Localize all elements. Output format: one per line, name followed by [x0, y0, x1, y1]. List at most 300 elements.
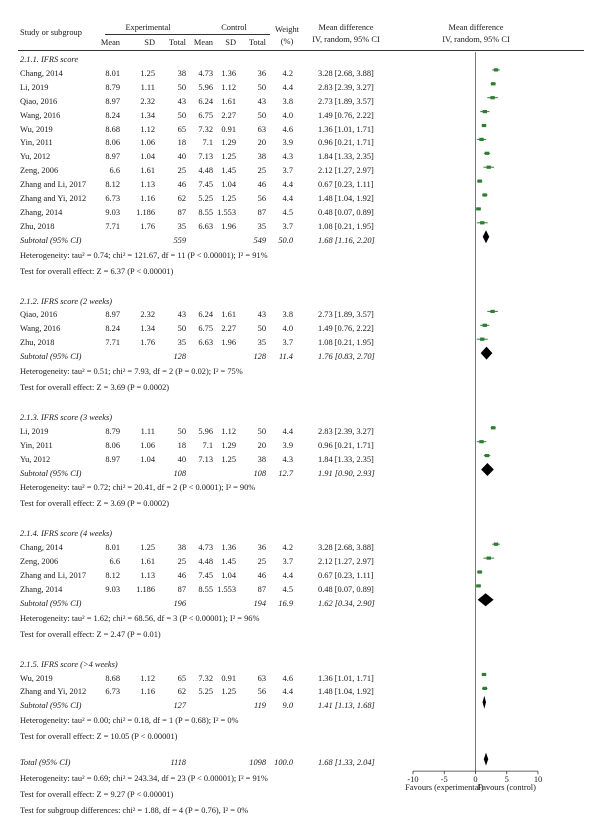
study-c-mean: 7.13 [198, 152, 213, 162]
study-md: 0.48 [0.07, 0.89] [318, 584, 374, 594]
study-c-sd: 1.04 [221, 180, 236, 190]
study-e-mean: 8.68 [105, 673, 120, 683]
study-e-total: 35 [177, 221, 186, 231]
total-label: Total (95% CI) [20, 758, 71, 768]
study-e-mean: 9.03 [105, 207, 120, 217]
study-md: 2.83 [2.39, 3.27] [318, 82, 374, 92]
study-e-total: 46 [177, 571, 186, 580]
study-c-sd: 1.25 [221, 454, 236, 464]
subtotal-md: 1.76 [0.83, 2.70] [318, 352, 375, 362]
study-e-sd: 1.16 [140, 194, 155, 203]
header-c-total: Total [248, 38, 266, 47]
study-name: Zhang and Yi, 2012 [20, 194, 87, 203]
study-e-sd: 1.06 [140, 138, 155, 148]
study-e-mean: 8.97 [105, 152, 120, 162]
study-md: 2.83 [2.39, 3.27] [318, 426, 374, 436]
study-e-total: 25 [177, 166, 186, 176]
study-e-total: 50 [177, 426, 186, 436]
study-weight: 3.7 [282, 221, 293, 231]
favours-left-label: Favours (experimental) [405, 783, 484, 793]
study-name: Zhang and Yi, 2012 [20, 687, 87, 697]
study-c-total: 50 [257, 426, 266, 436]
study-name: Zhang, 2014 [20, 584, 63, 594]
study-weight: 3.9 [282, 138, 293, 148]
study-e-total: 62 [177, 687, 186, 697]
study-c-sd: 2.27 [221, 324, 236, 334]
study-3-0-point [494, 543, 498, 546]
study-0-2-point [490, 96, 494, 99]
study-c-total: 35 [257, 221, 266, 231]
study-md: 1.08 [0.21, 1.95] [318, 338, 374, 348]
study-e-mean: 6.6 [109, 557, 120, 567]
study-e-sd: 2.32 [140, 310, 155, 320]
study-c-mean: 7.1 [202, 440, 213, 450]
study-name: Wu, 2019 [20, 673, 53, 683]
study-e-total: 50 [177, 82, 186, 92]
study-c-total: 63 [257, 673, 266, 683]
study-name: Chang, 2014 [20, 543, 63, 553]
study-c-total: 63 [257, 124, 266, 134]
study-e-sd: 1.04 [140, 152, 155, 162]
study-md: 2.12 [1.27, 2.97] [318, 557, 374, 567]
subtotal-weight: 50.0 [278, 235, 293, 245]
study-c-mean: 7.32 [198, 673, 213, 683]
study-c-sd: 2.27 [221, 110, 236, 120]
study-e-sd: 1.12 [140, 673, 155, 683]
study-c-sd: 1.29 [221, 440, 236, 450]
study-e-mean: 6.6 [109, 166, 120, 176]
study-weight: 3.7 [282, 338, 293, 348]
overall-effect-text: Test for overall effect: Z = 2.47 (P = 0.01) [20, 629, 161, 639]
study-c-sd: 1.29 [221, 138, 236, 148]
study-c-total: 50 [257, 82, 266, 92]
study-0-8-point [477, 180, 481, 183]
subtotal-label: Subtotal (95% CI) [20, 352, 82, 362]
study-name: Zhu, 2018 [20, 221, 55, 231]
subtotal-label: Subtotal (95% CI) [20, 235, 82, 245]
header-rule-control [190, 34, 270, 35]
overall-effect-text: Test for overall effect: Z = 10.05 (P < 0.00001) [20, 732, 178, 742]
study-md: 1.36 [1.01, 1.71] [318, 673, 374, 683]
study-e-total: 43 [177, 96, 186, 106]
subtotal-c-total: 549 [253, 235, 266, 245]
study-c-mean: 4.48 [198, 166, 213, 176]
heterogeneity-text: Heterogeneity: tau² = 0.72; chi² = 20.41, df = 2 (P < 0.0001); I² = 90% [20, 483, 256, 493]
study-e-mean: 8.12 [105, 571, 120, 580]
subtotal-label: Subtotal (95% CI) [20, 701, 82, 711]
study-e-sd: 1.186 [136, 584, 155, 594]
study-3-1-point [487, 557, 491, 560]
study-md: 1.84 [1.33, 2.35] [318, 454, 374, 464]
study-1-2-point [480, 338, 484, 341]
study-c-total: 20 [257, 138, 266, 148]
study-e-sd: 1.13 [140, 571, 155, 580]
subtotal-weight: 12.7 [278, 468, 293, 478]
study-e-sd: 1.186 [136, 207, 155, 217]
subgroup-title: 2.1.4. IFRS score (4 weeks) [20, 529, 113, 539]
study-0-6-point [485, 152, 489, 155]
study-weight: 3.7 [282, 166, 293, 176]
study-e-sd: 1.11 [140, 82, 155, 92]
subtotal-2-diamond [481, 463, 494, 476]
study-0-5-point [479, 138, 483, 141]
study-c-sd: 1.25 [221, 194, 236, 203]
study-c-total: 36 [257, 543, 266, 553]
study-md: 1.49 [0.76, 2.22] [318, 110, 374, 120]
subgroup-title: 2.1.1. IFRS score [20, 55, 79, 64]
study-c-sd: 1.25 [221, 687, 236, 697]
study-1-0-point [490, 310, 494, 313]
study-e-mean: 8.97 [105, 310, 120, 320]
subtotal-c-total: 108 [253, 468, 266, 478]
subtotal-c-total: 128 [253, 352, 266, 362]
study-weight: 3.8 [282, 96, 293, 106]
study-md: 3.28 [2.68, 3.88] [318, 543, 374, 553]
study-md: 1.48 [1.04, 1.92] [318, 687, 374, 697]
study-e-sd: 1.34 [140, 324, 155, 334]
study-name: Zhang, 2014 [20, 207, 63, 217]
study-e-mean: 8.01 [105, 543, 120, 553]
study-weight: 3.9 [282, 440, 293, 450]
subtotal-e-total: 559 [173, 235, 186, 245]
study-c-sd: 1.12 [221, 82, 236, 92]
study-md: 2.73 [1.89, 3.57] [318, 96, 374, 106]
study-c-sd: 1.45 [221, 166, 236, 176]
study-weight: 4.4 [282, 194, 293, 203]
subtotal-0-diamond [483, 230, 490, 243]
study-c-total: 25 [257, 166, 266, 176]
study-md: 1.36 [1.01, 1.71] [318, 124, 374, 134]
study-name: Wang, 2016 [20, 324, 61, 334]
subtotal-md: 1.62 [0.34, 2.90] [318, 598, 375, 608]
study-c-total: 36 [257, 68, 266, 78]
subtotal-label: Subtotal (95% CI) [20, 598, 82, 608]
study-c-mean: 7.32 [198, 124, 213, 134]
study-e-mean: 8.79 [105, 426, 120, 436]
study-e-total: 46 [177, 180, 186, 190]
header-rule [18, 50, 584, 51]
study-c-mean: 8.55 [198, 207, 213, 217]
header-weight: Weight [275, 25, 299, 34]
study-md: 1.84 [1.33, 2.35] [318, 152, 374, 162]
study-0-10-point [476, 207, 480, 210]
study-0-7-point [487, 166, 491, 169]
study-weight: 4.2 [282, 68, 293, 78]
study-c-total: 35 [257, 338, 266, 348]
study-e-mean: 6.73 [105, 687, 120, 697]
heterogeneity-text: Heterogeneity: tau² = 0.00; chi² = 0.18, df = 1 (P = 0.68); I² = 0% [20, 716, 239, 726]
x-tick-label: -10 [407, 775, 419, 785]
study-c-mean: 6.63 [198, 221, 213, 231]
study-c-mean: 7.1 [202, 138, 213, 148]
favours-right-label: Favours (control) [477, 783, 536, 793]
study-e-total: 43 [177, 310, 186, 320]
study-weight: 4.5 [282, 207, 293, 217]
study-e-total: 62 [177, 194, 186, 203]
study-name: Yu, 2012 [20, 454, 51, 464]
study-c-total: 46 [257, 571, 266, 580]
study-c-sd: 1.553 [217, 207, 236, 217]
total-md: 1.68 [1.33, 2.04] [318, 758, 375, 768]
study-c-sd: 1.96 [221, 338, 236, 348]
subtotal-md: 1.41 [1.13, 1.68] [318, 701, 375, 711]
overall-effect-text: Test for overall effect: Z = 3.69 (P = 0.0002) [20, 382, 170, 392]
heterogeneity-text: Heterogeneity: tau² = 1.62; chi² = 68.56, df = 3 (P < 0.00001); I² = 96% [20, 613, 260, 623]
subtotal-4-diamond [483, 696, 486, 709]
study-md: 2.73 [1.89, 3.57] [318, 310, 374, 320]
study-c-mean: 5.25 [198, 194, 213, 203]
study-e-sd: 1.13 [140, 180, 155, 190]
subtotal-weight: 9.0 [282, 701, 293, 711]
study-name: Zhang and Li, 2017 [20, 571, 87, 580]
total-c-total: 1098 [249, 758, 266, 768]
study-e-total: 38 [177, 68, 186, 78]
study-2-2-point [485, 454, 489, 457]
subtotal-md: 1.91 [0.90, 2.93] [318, 468, 375, 478]
subtotal-e-total: 128 [173, 352, 186, 362]
subtotal-e-total: 127 [173, 701, 186, 711]
study-0-9-point [483, 193, 487, 196]
header-md-method: IV, random, 95% CI [312, 35, 380, 44]
study-c-mean: 7.45 [198, 571, 213, 580]
study-weight: 4.4 [282, 687, 293, 697]
study-e-sd: 1.76 [140, 338, 155, 348]
study-weight: 4.0 [282, 110, 293, 120]
total-e-total: 1118 [170, 758, 186, 768]
study-c-sd: 1.04 [221, 571, 236, 580]
study-e-sd: 1.12 [140, 124, 155, 134]
study-c-sd: 1.553 [217, 584, 236, 594]
study-e-total: 25 [177, 557, 186, 567]
study-c-total: 50 [257, 110, 266, 120]
study-c-total: 43 [257, 96, 266, 106]
study-name: Wu, 2019 [20, 124, 53, 134]
study-e-sd: 2.32 [140, 96, 155, 106]
study-name: Li, 2019 [20, 426, 49, 436]
total-overall-effect: Test for overall effect: Z = 9.27 (P < 0.00001) [20, 790, 174, 799]
study-weight: 4.4 [282, 82, 293, 92]
study-weight: 4.5 [282, 584, 293, 594]
overall-effect-text: Test for overall effect: Z = 3.69 (P = 0.0002) [20, 499, 170, 509]
study-c-sd: 1.61 [221, 310, 236, 320]
study-e-sd: 1.06 [140, 440, 155, 450]
study-c-sd: 1.45 [221, 557, 236, 567]
study-weight: 4.6 [282, 673, 293, 683]
header-c-mean: Mean [193, 38, 213, 47]
study-2-0-point [491, 426, 495, 429]
study-weight: 4.0 [282, 324, 293, 334]
study-4-0-point [482, 673, 486, 676]
study-md: 0.67 [0.23, 1.11] [318, 571, 374, 580]
study-name: Zeng, 2006 [20, 557, 59, 567]
study-e-total: 18 [177, 138, 186, 148]
study-c-mean: 4.73 [198, 543, 213, 553]
study-c-total: 25 [257, 557, 266, 567]
heterogeneity-text: Heterogeneity: tau² = 0.74; chi² = 121.67, df = 11 (P < 0.00001); I² = 91% [20, 250, 268, 260]
study-c-total: 56 [257, 687, 266, 697]
subtotal-3-diamond [478, 593, 494, 606]
subtotal-c-total: 119 [254, 701, 266, 711]
study-name: Zhang and Li, 2017 [20, 180, 87, 190]
study-3-3-point [476, 584, 480, 587]
study-c-mean: 6.24 [198, 96, 213, 106]
study-md: 1.08 [0.21, 1.95] [318, 221, 374, 231]
study-weight: 3.7 [282, 557, 293, 567]
study-e-mean: 8.79 [105, 82, 120, 92]
study-e-sd: 1.25 [140, 68, 155, 78]
study-md: 1.48 [1.04, 1.92] [318, 194, 374, 203]
study-md: 0.96 [0.21, 1.71] [318, 138, 374, 148]
study-e-mean: 7.71 [105, 221, 120, 231]
study-e-total: 40 [177, 454, 186, 464]
study-e-mean: 7.71 [105, 338, 120, 348]
study-md: 1.49 [0.76, 2.22] [318, 324, 374, 334]
study-e-total: 87 [177, 207, 186, 217]
study-weight: 4.3 [282, 152, 293, 162]
study-0-1-point [491, 82, 495, 85]
header-control: Control [221, 23, 247, 32]
study-weight: 4.6 [282, 124, 293, 134]
study-c-total: 38 [257, 152, 266, 162]
study-c-total: 43 [257, 310, 266, 320]
study-4-1-point [483, 687, 487, 690]
study-3-2-point [477, 570, 481, 573]
study-md: 3.28 [2.68, 3.88] [318, 68, 374, 78]
header-e-mean: Mean [100, 38, 120, 47]
study-e-sd: 1.61 [140, 557, 155, 567]
subtotal-label: Subtotal (95% CI) [20, 468, 82, 478]
study-e-sd: 1.76 [140, 221, 155, 231]
study-weight: 4.4 [282, 426, 293, 436]
study-e-total: 65 [177, 124, 186, 134]
study-e-sd: 1.25 [140, 543, 155, 553]
study-name: Li, 2019 [20, 82, 49, 92]
study-e-mean: 6.73 [105, 194, 120, 203]
study-c-mean: 5.25 [198, 687, 213, 697]
study-md: 0.48 [0.07, 0.89] [318, 207, 374, 217]
study-c-mean: 6.63 [198, 338, 213, 348]
study-name: Qiao, 2016 [20, 96, 58, 106]
x-tick-label: 0 [473, 775, 478, 785]
study-e-mean: 8.24 [105, 324, 120, 334]
study-e-total: 65 [177, 673, 186, 683]
subgroup-title: 2.1.2. IFRS score (2 weeks) [20, 296, 113, 306]
study-e-total: 35 [177, 338, 186, 348]
study-c-mean: 8.55 [198, 584, 213, 594]
study-c-total: 50 [257, 324, 266, 334]
study-weight: 4.3 [282, 454, 293, 464]
study-e-total: 50 [177, 324, 186, 334]
study-c-sd: 1.61 [221, 96, 236, 106]
header-experimental: Experimental [125, 23, 171, 32]
study-0-3-point [483, 110, 487, 113]
study-c-mean: 4.48 [198, 557, 213, 567]
study-e-sd: 1.34 [140, 110, 155, 120]
study-weight: 4.4 [282, 571, 293, 580]
total-weight: 100.0 [274, 758, 293, 768]
study-c-sd: 1.36 [221, 543, 236, 553]
study-md: 0.67 [0.23, 1.11] [318, 180, 374, 190]
study-c-sd: 1.36 [221, 68, 236, 78]
study-name: Yu, 2012 [20, 152, 51, 162]
header-e-total: Total [168, 38, 186, 47]
study-e-total: 18 [177, 440, 186, 450]
study-name: Zeng, 2006 [20, 166, 59, 176]
header-md: Mean difference [318, 23, 374, 32]
study-name: Zhu, 2018 [20, 338, 55, 348]
study-c-total: 87 [257, 584, 266, 594]
study-1-1-point [483, 324, 487, 327]
subtotal-1-diamond [481, 347, 493, 360]
study-c-mean: 4.73 [198, 68, 213, 78]
study-c-sd: 0.91 [221, 124, 236, 134]
x-tick-label: 5 [504, 775, 509, 785]
study-c-mean: 6.75 [198, 110, 213, 120]
header-e-sd: SD [144, 38, 155, 47]
header-plot-method: IV, random, 95% CI [442, 35, 510, 44]
study-e-sd: 1.61 [140, 166, 155, 176]
study-name: Chang, 2014 [20, 68, 63, 78]
study-c-sd: 1.25 [221, 152, 236, 162]
study-e-total: 87 [177, 584, 186, 594]
study-name: Wang, 2016 [20, 110, 61, 120]
study-e-mean: 8.97 [105, 96, 120, 106]
study-e-total: 50 [177, 110, 186, 120]
study-c-sd: 0.91 [221, 673, 236, 683]
study-name: Yin, 2011 [20, 440, 53, 450]
study-e-mean: 8.06 [105, 138, 120, 148]
study-weight: 3.8 [282, 310, 293, 320]
study-c-mean: 5.96 [198, 82, 213, 92]
study-c-total: 20 [257, 440, 266, 450]
study-c-total: 46 [257, 180, 266, 190]
subgroup-differences: Test for subgroup differences: chi² = 1.88, df = 4 (P = 0.76), I² = 0% [20, 805, 249, 815]
header-c-sd: SD [225, 38, 236, 47]
x-tick-label: 10 [533, 775, 543, 785]
study-e-total: 40 [177, 152, 186, 162]
study-e-total: 38 [177, 543, 186, 553]
header-weight-unit: (%) [280, 37, 294, 46]
subgroup-title: 2.1.3. IFRS score (3 weeks) [20, 412, 113, 422]
study-e-sd: 1.04 [140, 454, 155, 464]
study-e-sd: 1.16 [140, 687, 155, 697]
subtotal-md: 1.68 [1.16, 2.20] [318, 235, 375, 245]
overall-effect-text: Test for overall effect: Z = 6.37 (P < 0.00001) [20, 266, 174, 276]
study-2-1-point [479, 440, 483, 443]
study-c-mean: 6.75 [198, 324, 213, 334]
study-c-total: 56 [257, 194, 266, 203]
study-e-mean: 8.12 [105, 180, 120, 190]
study-weight: 4.4 [282, 180, 293, 190]
study-c-sd: 1.12 [221, 426, 236, 436]
study-e-mean: 8.24 [105, 110, 120, 120]
study-e-mean: 8.97 [105, 454, 120, 464]
study-e-mean: 8.01 [105, 68, 120, 78]
study-md: 2.12 [1.27, 2.97] [318, 166, 374, 176]
study-c-sd: 1.96 [221, 221, 236, 231]
header-study: Study or subgroup [20, 28, 82, 37]
subtotal-e-total: 196 [173, 598, 186, 608]
study-name: Yin, 2011 [20, 138, 53, 148]
study-name: Qiao, 2016 [20, 310, 58, 320]
study-c-mean: 5.96 [198, 426, 213, 436]
study-e-mean: 9.03 [105, 584, 120, 594]
subtotal-e-total: 108 [173, 468, 186, 478]
total-heterogeneity: Heterogeneity: tau² = 0.69; chi² = 243.34, df = 23 (P < 0.00001); I² = 91% [20, 774, 268, 784]
study-0-4-point [482, 124, 486, 127]
study-c-mean: 6.24 [198, 310, 213, 320]
subtotal-c-total: 194 [253, 598, 266, 608]
